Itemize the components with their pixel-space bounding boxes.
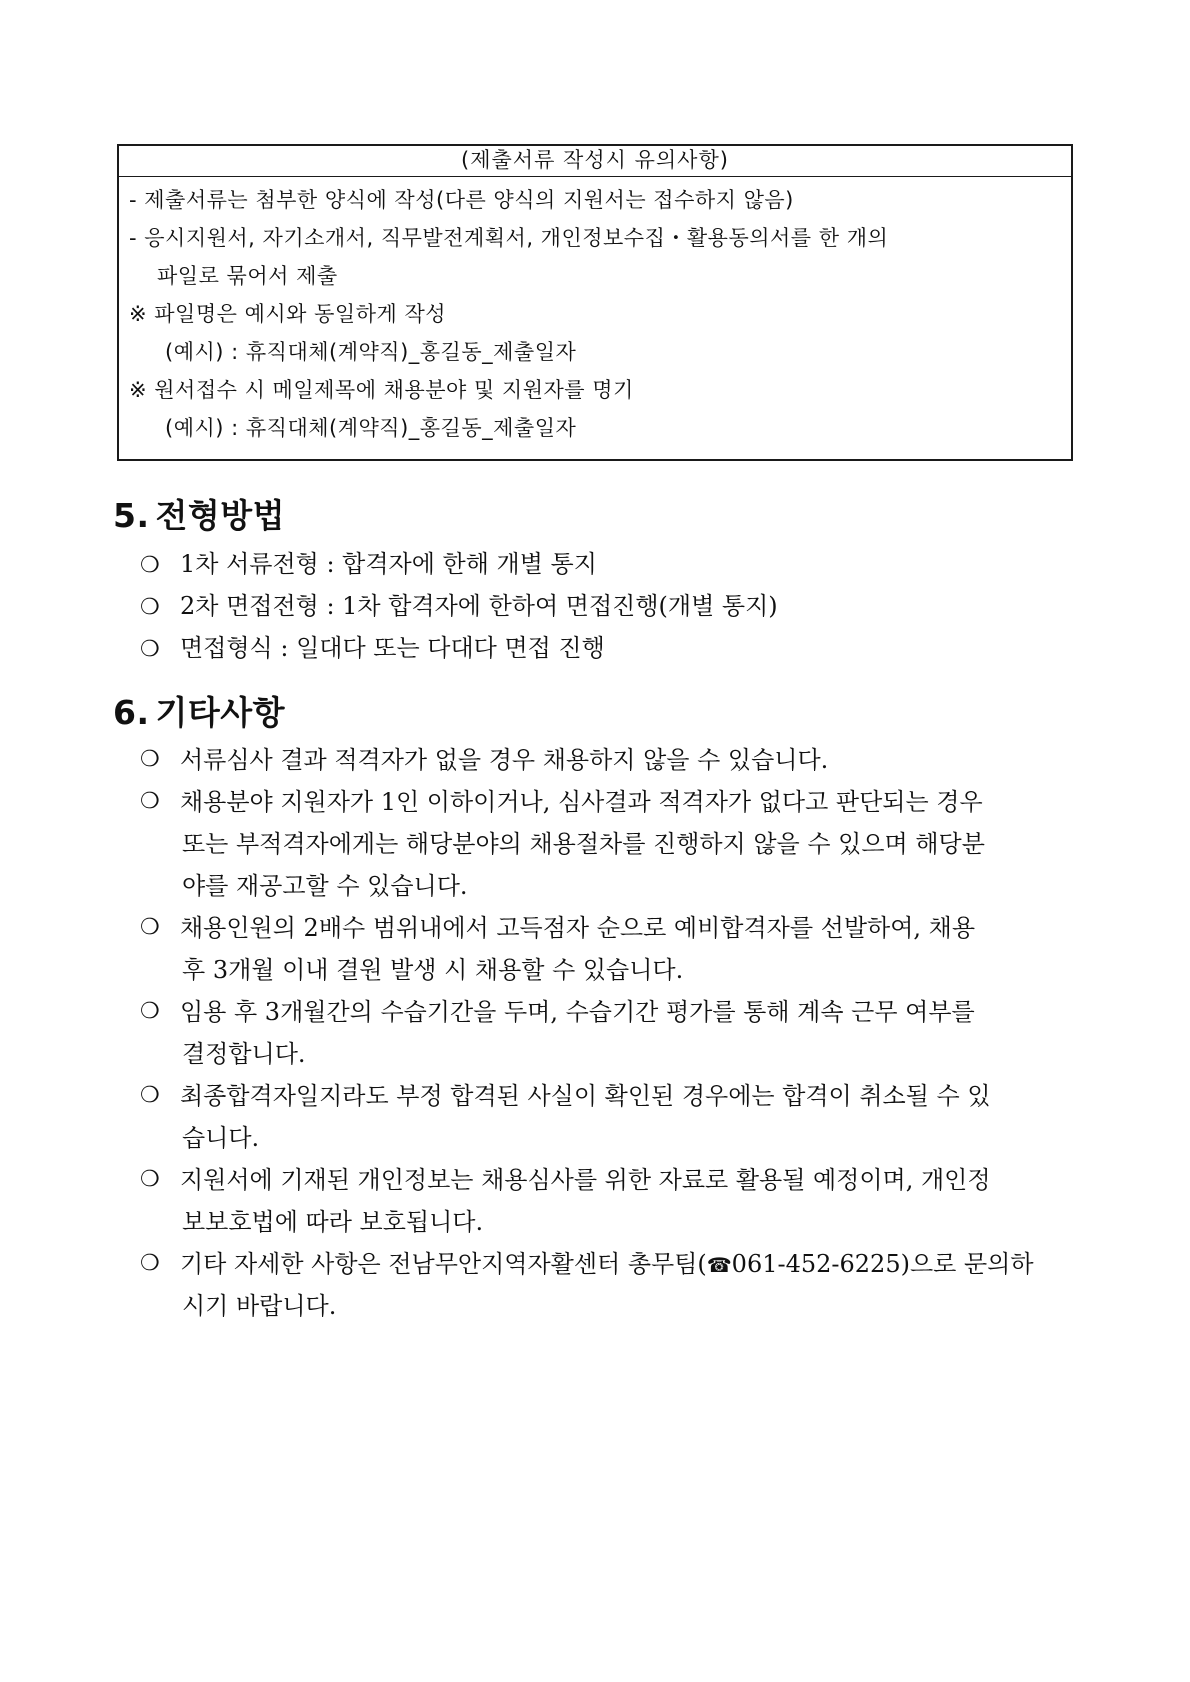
notice-line: 파일로 묶어서 제출 (157, 264, 338, 288)
list-item (140, 627, 605, 671)
section-6-heading (113, 693, 285, 733)
list-item (140, 1159, 1085, 1243)
phone-icon: ☎ (706, 1253, 732, 1277)
contact-prefix-text: 기타 자세한 사항은 전남무안지역자활센터 총무팀( (180, 1250, 707, 1278)
list-item (140, 1075, 1085, 1159)
notice-example-line: (예시) : 휴직대체(계약직)_홍길동_제출일자 (165, 340, 577, 364)
list-item-text: 1차 서류전형 : 합격자에 한해 개별 통지 (180, 550, 597, 578)
section-5-title: 전형방법 (155, 496, 286, 535)
bullet-icon: ❍ (140, 915, 160, 940)
notice-line: ※ 원서접수 시 메일제목에 채용분야 및 지원자를 명기 (129, 378, 634, 402)
list-item-text: 채용인원의 2배수 범위내에서 고득점자 순으로 예비합격자를 선발하여, 채용 (180, 914, 976, 942)
list-item-text: 지원서에 기재된 개인정보는 채용심사를 위한 자료로 활용될 예정이며, 개인정 (180, 1166, 991, 1194)
notice-line: - 제출서류는 첨부한 양식에 작성(다른 양식의 지원서는 접수하지 않음) (129, 188, 794, 212)
list-item-text: 임용 후 3개월간의 수습기간을 두며, 수습기간 평가를 통해 계속 근무 여부를 (180, 998, 975, 1026)
list-item-text: 습니다. (182, 1124, 260, 1152)
section-5-heading (113, 496, 285, 536)
list-item-text: 후 3개월 이내 결원 발생 시 채용할 수 있습니다. (182, 956, 684, 984)
bullet-icon: ❍ (140, 553, 160, 578)
notice-box-lines (119, 177, 1071, 447)
list-item (140, 907, 1085, 991)
section-6-title: 기타사항 (155, 693, 286, 732)
bullet-icon: ❍ (140, 595, 160, 620)
bullet-icon: ❍ (140, 1167, 160, 1192)
list-item-text: 보보호법에 따라 보호됩니다. (182, 1208, 484, 1236)
list-item-text: 채용분야 지원자가 1인 이하이거나, 심사결과 적격자가 없다고 판단되는 경우 (180, 788, 983, 816)
list-item (140, 543, 597, 587)
list-item-contact (140, 1243, 1085, 1327)
list-item (140, 739, 1085, 781)
list-item-text: 또는 부적격자에게는 해당분야의 채용절차를 진행하지 않을 수 있으며 해당분 (182, 830, 985, 858)
list-item-text: 결정합니다. (182, 1040, 306, 1068)
list-item-text: 시기 바랍니다. (182, 1292, 337, 1320)
notice-line: - 응시지원서, 자기소개서, 직무발전계획서, 개인정보수집・활용동의서를 한 개의 (129, 226, 889, 250)
list-item-text: 2차 면접전형 : 1차 합격자에 한하여 면접진행(개별 통지) (180, 592, 778, 620)
section-5-number: 5. (113, 496, 150, 535)
list-item (140, 585, 778, 629)
list-item (140, 991, 1085, 1075)
list-item-text: 서류심사 결과 적격자가 없을 경우 채용하지 않을 수 있습니다. (180, 746, 829, 774)
bullet-icon: ❍ (140, 637, 160, 662)
list-item-text: 최종합격자일지라도 부정 합격된 사실이 확인된 경우에는 합격이 취소될 수 있 (180, 1082, 991, 1110)
bullet-icon: ❍ (140, 789, 160, 814)
bullet-icon: ❍ (140, 1083, 160, 1108)
list-item-text: 야를 재공고할 수 있습니다. (182, 872, 468, 900)
notice-example-line: (예시) : 휴직대체(계약직)_홍길동_제출일자 (165, 416, 577, 440)
section-6-number: 6. (113, 693, 150, 732)
phone-number: 061-452-6225 (731, 1250, 901, 1278)
bullet-icon: ❍ (140, 999, 160, 1024)
list-item-text: 면접형식 : 일대다 또는 다대다 면접 진행 (180, 634, 605, 662)
notice-box-title: (제출서류 작성시 유의사항) (119, 146, 1071, 177)
submission-notice-box (117, 144, 1073, 461)
bullet-icon: ❍ (140, 1251, 160, 1276)
notice-line: ※ 파일명은 예시와 동일하게 작성 (129, 302, 447, 326)
list-item (140, 781, 1085, 907)
contact-suffix-text: )으로 문의하 (900, 1250, 1034, 1278)
bullet-icon: ❍ (140, 747, 160, 772)
